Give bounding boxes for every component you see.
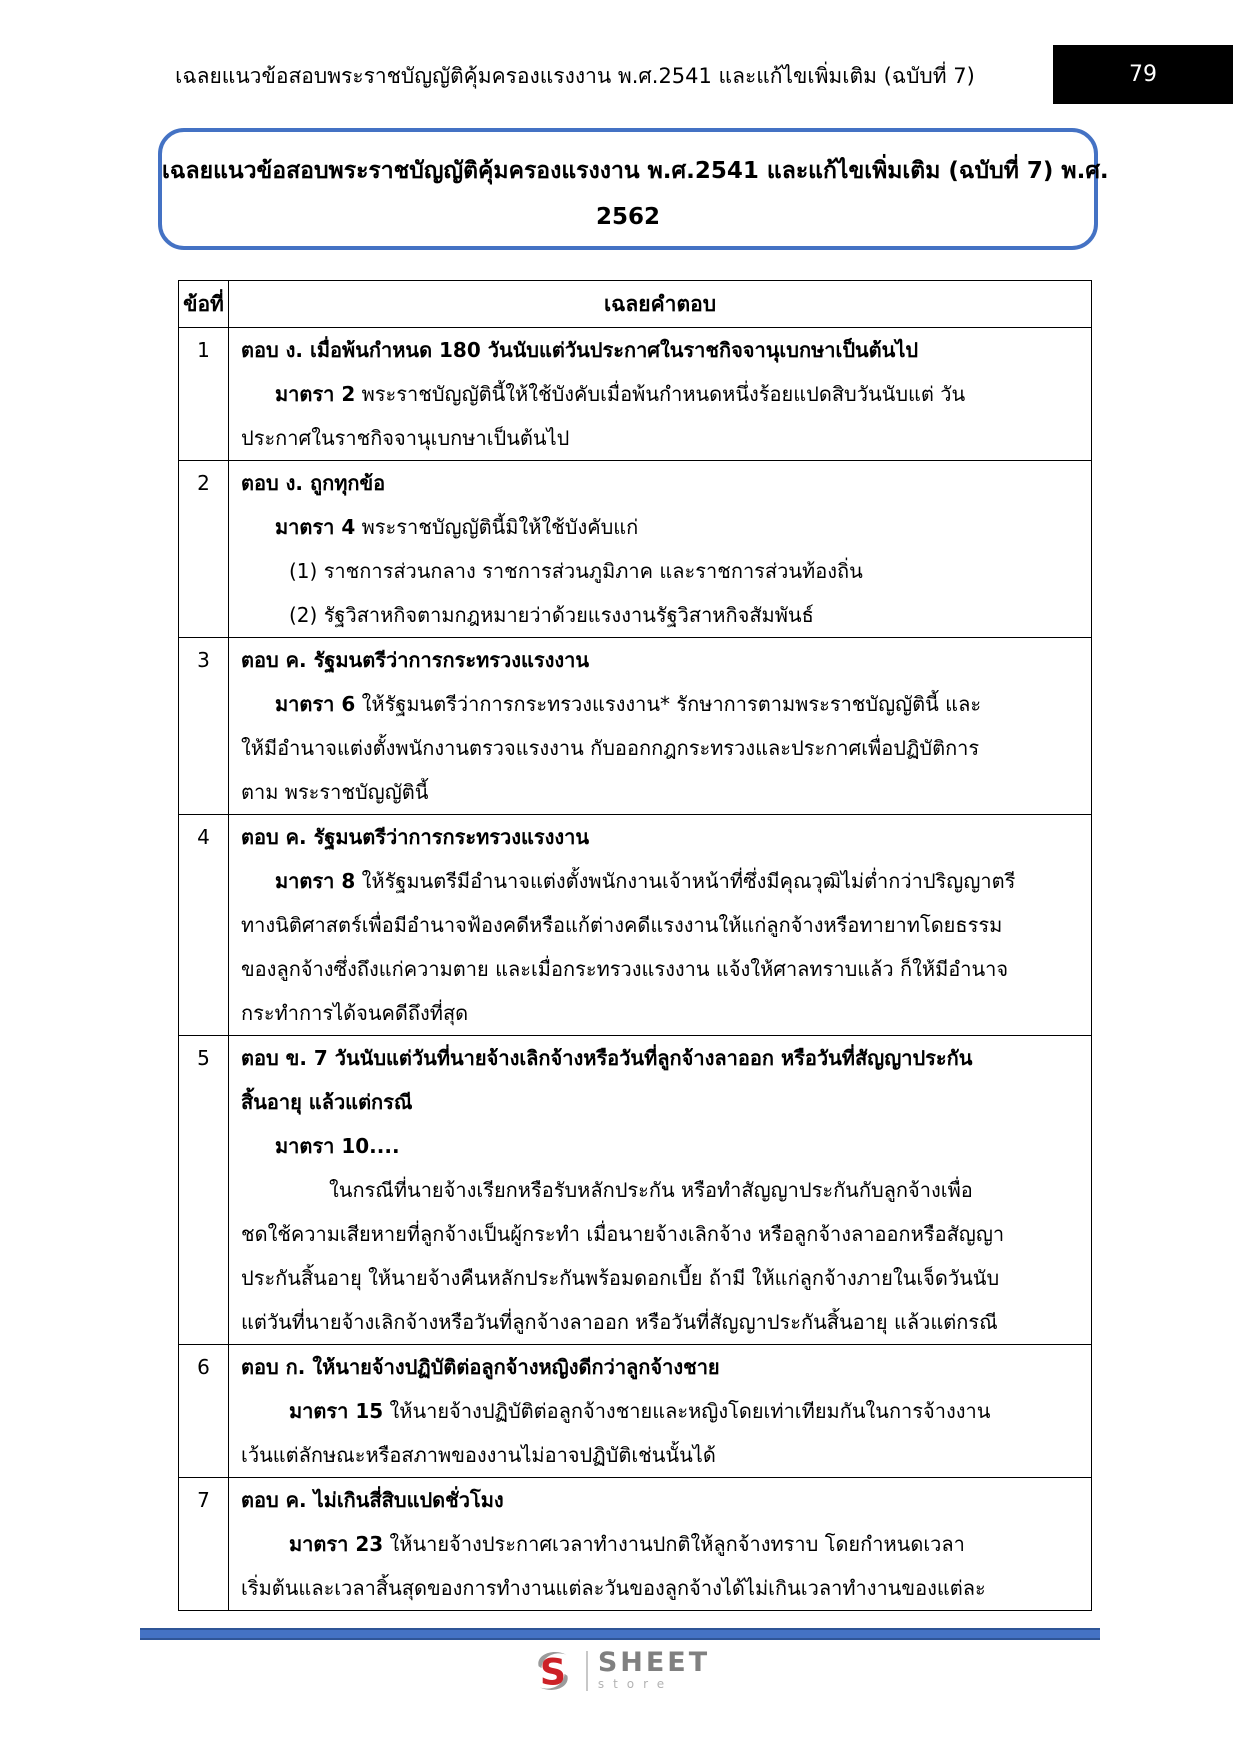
answer-cell	[229, 638, 1091, 814]
answer-line: มาตรา 10....	[275, 1134, 400, 1158]
table-row	[179, 637, 1091, 814]
document-title-box	[158, 128, 1109, 250]
answer-line: เว้นแต่ลักษณะหรือสภาพของงานไม่อาจปฏิบัติเช่นนั้นได้	[241, 1443, 716, 1467]
table-body	[179, 327, 1091, 1610]
answer-line: (2) รัฐวิสาหกิจตามกฎหมายว่าด้วยแรงงานรัฐวิสาหกิจสัมพันธ์	[289, 603, 814, 627]
answer-line: ทางนิติศาสตร์เพื่อมีอำนาจฟ้องคดีหรือแก้ต่างคดีแรงงานให้แก่ลูกจ้างหรือทายาทโดยธรรม	[241, 913, 1003, 937]
answer-line: มาตรา 4 พระราชบัญญัตินี้มิให้ใช้บังคับแก่	[275, 515, 639, 539]
table-header-row	[179, 281, 1091, 327]
answer-line: ตอบ ค. รัฐมนตรีว่าการกระทรวงแรงงาน	[241, 648, 590, 672]
answer-cell	[229, 815, 1091, 1035]
logo-s-letter: S	[539, 1650, 566, 1694]
answer-line: ตอบ ง. ถูกทุกข้อ	[241, 471, 386, 495]
answer-line: มาตรา 6 ให้รัฐมนตรีว่าการกระทรวงแรงงาน* รักษาการตามพระราชบัญญัตินี้ และ	[275, 692, 982, 716]
answer-line: ชดใช้ความเสียหายที่ลูกจ้างเป็นผู้กระทำ เมื่อนายจ้างเลิกจ้าง หรือลูกจ้างลาออกหรือสัญญา	[241, 1222, 1005, 1246]
logo-divider	[586, 1651, 588, 1691]
answer-line: ของลูกจ้างซึ่งถึงแก่ความตาย และเมื่อกระทรวงแรงงาน แจ้งให้ศาลทราบแล้ว ก็ให้มีอำนาจ	[241, 957, 1009, 981]
answer-line: ตอบ ก. ให้นายจ้างปฏิบัติต่อลูกจ้างหญิงดีกว่าลูกจ้างชาย	[241, 1355, 720, 1379]
answer-line: มาตรา 2 พระราชบัญญัตินี้ให้ใช้บังคับเมื่อพ้นกำหนดหนึ่งร้อยแปดสิบวันนับแต่ วัน	[275, 382, 966, 406]
answer-cell	[229, 328, 1091, 460]
footer-divider-bar	[140, 1628, 1100, 1640]
answer-line: ตาม พระราชบัญญัตินี้	[241, 780, 429, 804]
answer-line: ตอบ ข. 7 วันนับแต่วันที่นายจ้างเลิกจ้างหรือวันที่ลูกจ้างลาออก หรือวันที่สัญญาประกัน	[241, 1046, 973, 1070]
question-number: 5	[179, 1036, 229, 1344]
question-number: 7	[179, 1478, 229, 1610]
answer-line: (1) ราชการส่วนกลาง ราชการส่วนภูมิภาค และราชการส่วนท้องถิ่น	[289, 559, 863, 583]
answer-table	[178, 280, 1092, 1611]
answer-line: สิ้นอายุ แล้วแต่กรณี	[241, 1090, 413, 1114]
question-number: 6	[179, 1345, 229, 1477]
answer-line: เริ่มต้นและเวลาสิ้นสุดของการทำงานแต่ละวันของลูกจ้างได้ไม่เกินเวลาทำงานของแต่ละ	[241, 1576, 986, 1600]
answer-line: มาตรา 8 ให้รัฐมนตรีมีอำนาจแต่งตั้งพนักงานเจ้าหน้าที่ซึ่งมีคุณวุฒิไม่ต่ำกว่าปริญญาตรี	[275, 869, 1016, 893]
answer-line: กระทำการได้จนคดีถึงที่สุด	[241, 1001, 469, 1025]
answer-line: ตอบ ค. ไม่เกินสี่สิบแปดชั่วโมง	[241, 1488, 504, 1512]
answer-cell	[229, 1345, 1091, 1477]
logo-brand-subtext: store	[597, 1677, 674, 1691]
question-number: 4	[179, 815, 229, 1035]
column-header-answer: เฉลยคำตอบ	[603, 292, 717, 316]
table-row	[179, 1477, 1091, 1610]
question-number: 3	[179, 638, 229, 814]
answer-cell	[229, 1478, 1091, 1610]
answer-line: ตอบ ค. รัฐมนตรีว่าการกระทรวงแรงงาน	[241, 825, 590, 849]
answer-line: ให้มีอำนาจแต่งตั้งพนักงานตรวจแรงงาน กับออกกฎกระทรวงและประกาศเพื่อปฏิบัติการ	[241, 736, 980, 760]
table-row	[179, 327, 1091, 460]
logo-brand-text: SHEET	[597, 1647, 711, 1678]
table-row	[179, 814, 1091, 1035]
question-number: 2	[179, 461, 229, 637]
page-header-title: เฉลยแนวข้อสอบพระราชบัญญัติคุ้มครองแรงงาน พ.ศ.2541 และแก้ไขเพิ่มเติม (ฉบับที่ 7)	[175, 64, 975, 88]
logo-s-icon	[530, 1648, 576, 1694]
answer-cell	[229, 461, 1091, 637]
question-number: 1	[179, 328, 229, 460]
table-row	[179, 1344, 1091, 1477]
answer-line: แต่วันที่นายจ้างเลิกจ้างหรือวันที่ลูกจ้างลาออก หรือวันที่สัญญาประกันสิ้นอายุ แล้วแต่กรณี	[241, 1310, 998, 1334]
table-row	[179, 460, 1091, 637]
page-number: 79	[1129, 62, 1157, 87]
sheet-store-logo	[0, 1648, 1240, 1694]
answer-line: ประกันสิ้นอายุ ให้นายจ้างคืนหลักประกันพร้อมดอกเบี้ย ถ้ามี ให้แก่ลูกจ้างภายในเจ็ดวันนับ	[241, 1266, 1000, 1290]
page-number-box	[1053, 45, 1233, 104]
answer-cell	[229, 1036, 1091, 1344]
answer-line: ในกรณีที่นายจ้างเรียกหรือรับหลักประกัน หรือทำสัญญาประกันกับลูกจ้างเพื่อ	[329, 1178, 973, 1202]
document-title-line1: เฉลยแนวข้อสอบพระราชบัญญัติคุ้มครองแรงงาน พ.ศ.2541 และแก้ไขเพิ่มเติม (ฉบับที่ 7) พ.ศ.	[162, 158, 1109, 184]
answer-line: ตอบ ง. เมื่อพ้นกำหนด 180 วันนับแต่วันประกาศในราชกิจจานุเบกษาเป็นต้นไป	[241, 338, 919, 362]
table-row	[179, 1035, 1091, 1344]
column-header-question-no: ข้อที่	[179, 281, 229, 327]
answer-line: ประกาศในราชกิจจานุเบกษาเป็นต้นไป	[241, 426, 570, 450]
answer-line: มาตรา 23 ให้นายจ้างประกาศเวลาทำงานปกติให้ลูกจ้างทราบ โดยกำหนดเวลา	[289, 1532, 965, 1556]
document-title-line2: 2562	[595, 204, 660, 230]
answer-line: มาตรา 15 ให้นายจ้างปฏิบัติต่อลูกจ้างชายและหญิงโดยเท่าเทียมกันในการจ้างงาน	[289, 1399, 991, 1423]
